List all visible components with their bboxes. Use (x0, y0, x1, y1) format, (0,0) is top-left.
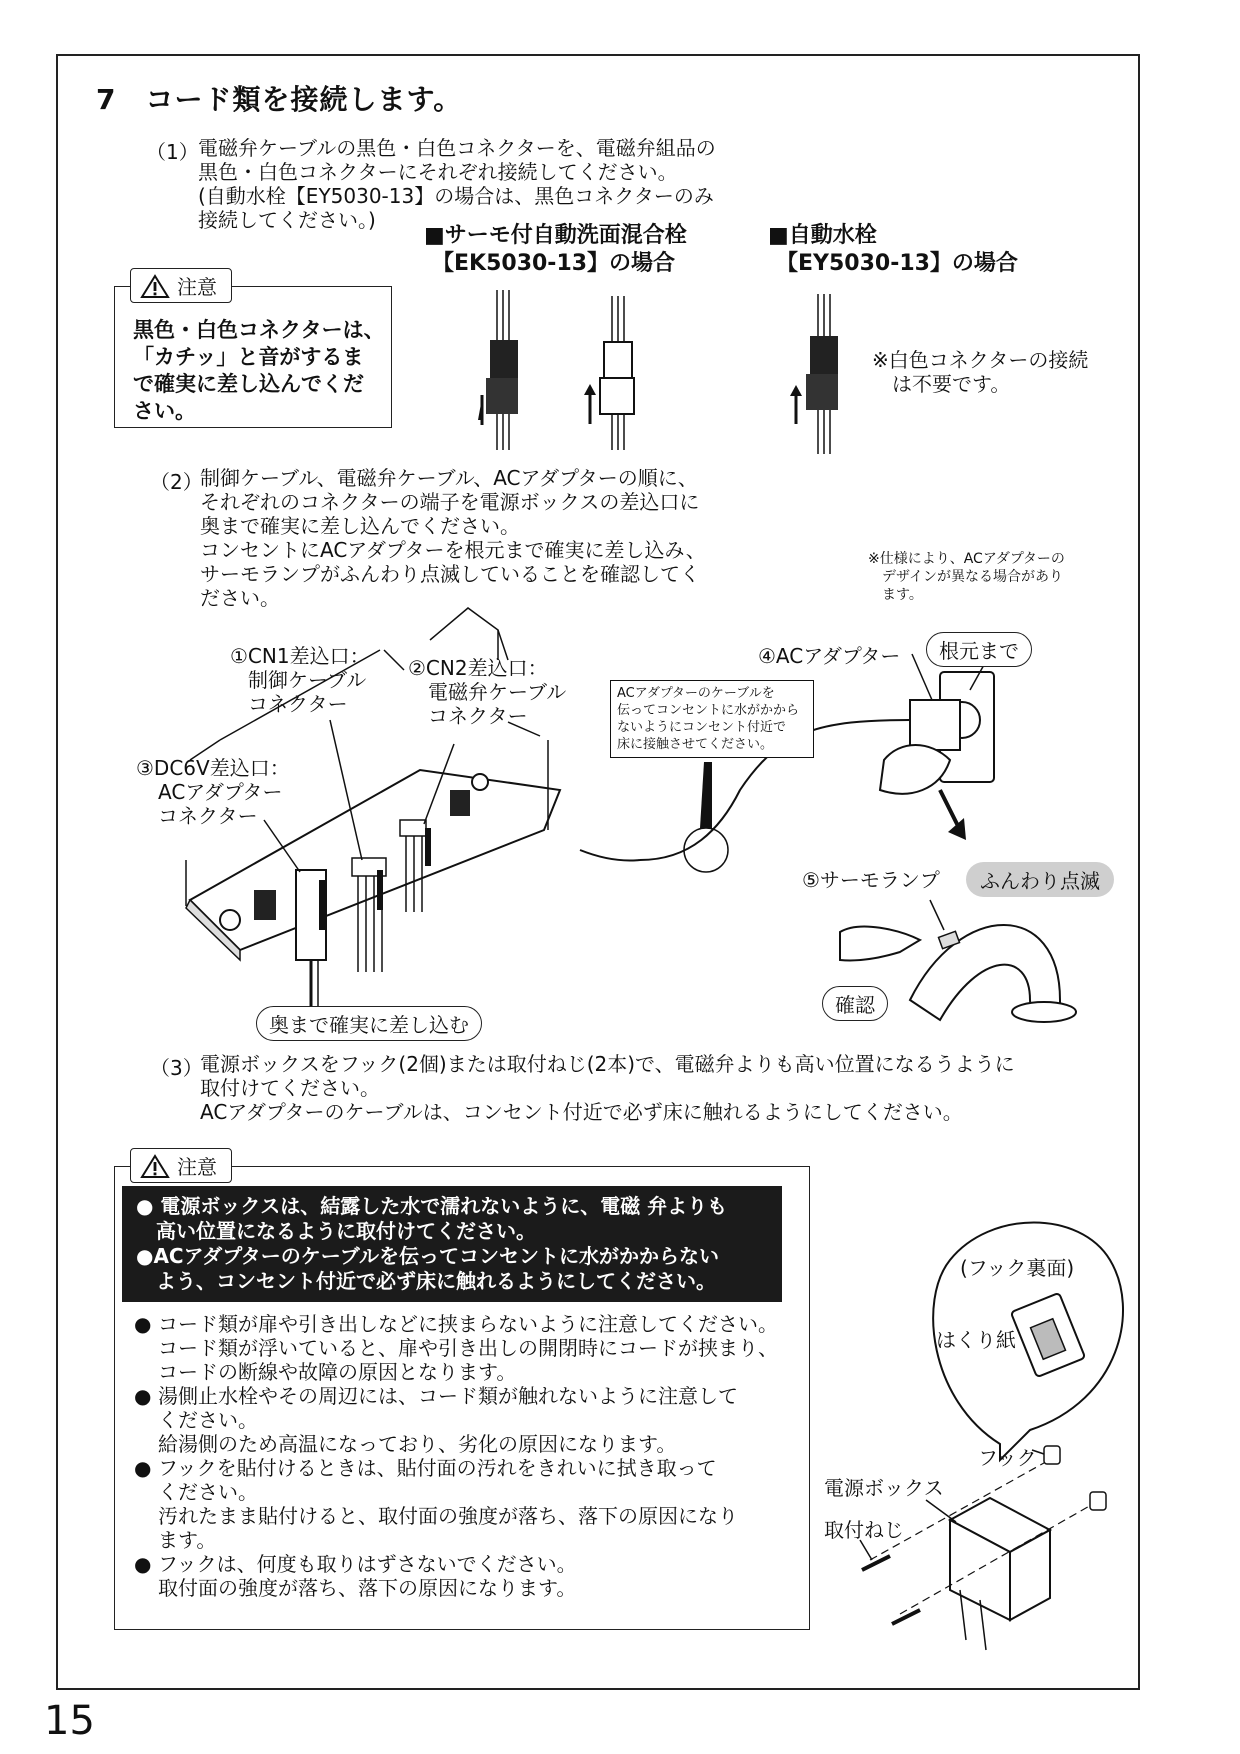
caution1-line: で確実に差し込んでくだ (133, 372, 364, 396)
confirm-pill: 確認 (822, 986, 888, 1021)
bullet-line: ください。 (158, 1408, 258, 1432)
caution-bullet: ● 湯側止水栓やその周辺には、コード類が触れないように注意して ください。 給湯側のため高温になっており、劣化の原因になります。 (134, 1384, 814, 1456)
model-a-line: 【EK5030-13】の場合 (432, 251, 676, 276)
highlight-line: ● 電源ボックスは、結露した水で濡れないように、電磁 弁よりも (136, 1194, 728, 1218)
highlight-line: 高い位置になるように取付けてください。 (136, 1219, 536, 1243)
cable-note-line: 床に接触させてください。 (617, 737, 774, 752)
bullet-line: ください。 (158, 1480, 258, 1504)
model-a-line: ■サーモ付自動洗面混合栓 (424, 223, 687, 248)
bullet-line: 汚れたまま貼付けると、取付面の強度が落ち、落下の原因になり (158, 1504, 738, 1528)
dc6v-line: ACアダプター (158, 780, 283, 804)
cable-note-line: 伝ってコンセントに水がかから (617, 703, 800, 718)
caution1-line: 黒色・白色コネクターは、 (133, 318, 385, 342)
caution-bullet: ● フックを貼付けるときは、貼付面の汚れをきれいに拭き取って ください。 汚れたまま貼付けると、取付面の強度が落ち、落下の原因になり ます。 (134, 1456, 814, 1552)
root-pill: 根元まで (926, 632, 1032, 667)
cn1-line: コネクター (248, 692, 348, 716)
bullet-line: 取付面の強度が落ち、落下の原因になります。 (158, 1576, 577, 1600)
step2-line: 奥まで確実に差し込んでください。 (200, 514, 520, 538)
caution-bullet: ● フックは、何度も取りはずさないでください。 取付面の強度が落ち、落下の原因になります。 (134, 1552, 814, 1600)
highlight-line: よう、コンセント付近で必ず床に触れるようにしてください。 (136, 1269, 716, 1293)
step1-line: (自動水栓【EY5030-13】の場合は、黒色コネクターのみ (198, 184, 714, 208)
spec-note-line: デザインが異なる場合があり (868, 569, 1064, 585)
caution1-line: 「カチッ」と音がするま (133, 345, 364, 369)
cn1-line: ①CN1差込口： (230, 644, 370, 668)
caution1-line: さい。 (133, 399, 196, 423)
page-number: 15 (44, 1698, 95, 1744)
step1-line: 接続してください。) (198, 208, 376, 232)
step2-line: 制御ケーブル、電磁弁ケーブル、ACアダプターの順に、 (200, 466, 698, 490)
cn2-line: コネクター (428, 704, 528, 728)
step1-line: 電磁弁ケーブルの黒色・白色コネクターを、電磁弁組品の (198, 136, 716, 160)
step2-line: コンセントにACアダプターを根元まで確実に差し込み、 (200, 538, 706, 562)
step3-line: 電源ボックスをフック(2個)または取付ねじ(2本)で、電磁弁よりも高い位置になるうように (200, 1052, 1015, 1076)
hook-label: フック (978, 1446, 1037, 1470)
highlight-line: ●ACアダプターのケーブルを伝ってコンセントに水がかからない (136, 1244, 720, 1268)
section-title: 7 コード類を接続します。 (96, 83, 463, 116)
note-line: は不要です。 (872, 372, 1011, 396)
spec-note-line: ※仕様により、ACアダプターの (868, 551, 1065, 567)
caution-bullet: ● コード類が扉や引き出しなどに挟まらないように注意してください。 コード類が浮いていると、扉や引き出しの開閉時にコードが挟まり、 コードの断線や故障の原因となります。 (134, 1312, 814, 1384)
step2-line: サーモランプがふんわり点滅していることを確認してく (200, 562, 700, 586)
bullet-line: 湯側止水栓やその周辺には、コード類が触れないように注意して (158, 1384, 738, 1408)
power-box-label: 電源ボックス (824, 1476, 944, 1500)
step1-number: （1） (146, 140, 199, 164)
cn2-line: ②CN2差込口： (408, 656, 548, 680)
bullet-line: コード類が浮いていると、扉や引き出しの開閉時にコードが挟まり、 (158, 1336, 778, 1360)
step1-line: 黒色・白色コネクターにそれぞれ接続してください。 (198, 160, 678, 184)
cable-note-line: ないようにコンセント付近で (617, 720, 787, 735)
model-b-line: 【EY5030-13】の場合 (776, 251, 1018, 276)
dc6v-line: コネクター (158, 804, 258, 828)
bullet-line: ます。 (158, 1528, 217, 1552)
step3-line: 取付けてください。 (200, 1076, 380, 1100)
cn2-line: 電磁弁ケーブル (428, 680, 567, 704)
ac-adapter-label: ④ACアダプター (758, 644, 901, 668)
bullet-line: 給湯側のため高温になっており、劣化の原因になります。 (158, 1432, 677, 1456)
spec-note-line: ます。 (868, 587, 923, 603)
release-paper-label: はくり紙 (936, 1328, 1016, 1352)
step2-number: （2） (150, 470, 203, 494)
note-line: ※白色コネクターの接続 (872, 348, 1089, 372)
caution-label: 注意 (177, 1155, 217, 1179)
bullet-line: コードの断線や故障の原因となります。 (158, 1360, 517, 1384)
bullet-line: フックを貼付けるときは、貼付面の汚れをきれいに拭き取って (158, 1456, 717, 1480)
screw-label: 取付ねじ (824, 1518, 904, 1542)
step3-line: ACアダプターのケーブルは、コンセント付近で必ず床に触れるようにしてください。 (200, 1100, 963, 1124)
bullet-line: コード類が扉や引き出しなどに挟まらないように注意してください。 (158, 1312, 778, 1336)
step2-line: ださい。 (200, 586, 280, 610)
hook-back-label: (フック裏面) (960, 1256, 1075, 1280)
model-b-line: ■自動水栓 (768, 223, 877, 248)
insert-fully-pill: 奥まで確実に差し込む (256, 1006, 482, 1041)
dc6v-line: ③DC6V差込口： (136, 756, 290, 780)
bullet-line: フックは、何度も取りはずさないでください。 (158, 1552, 577, 1576)
step3-number: （3） (150, 1056, 203, 1080)
cable-note-line: ACアダプターのケーブルを (617, 686, 775, 701)
step2-line: それぞれのコネクターの端子を電源ボックスの差込口に (200, 490, 700, 514)
blink-pill: ふんわり点滅 (966, 862, 1114, 897)
cn1-line: 制御ケーブル (248, 668, 367, 692)
caution-label: 注意 (177, 275, 217, 299)
thermo-lamp-label: ⑤サーモランプ (802, 868, 940, 892)
